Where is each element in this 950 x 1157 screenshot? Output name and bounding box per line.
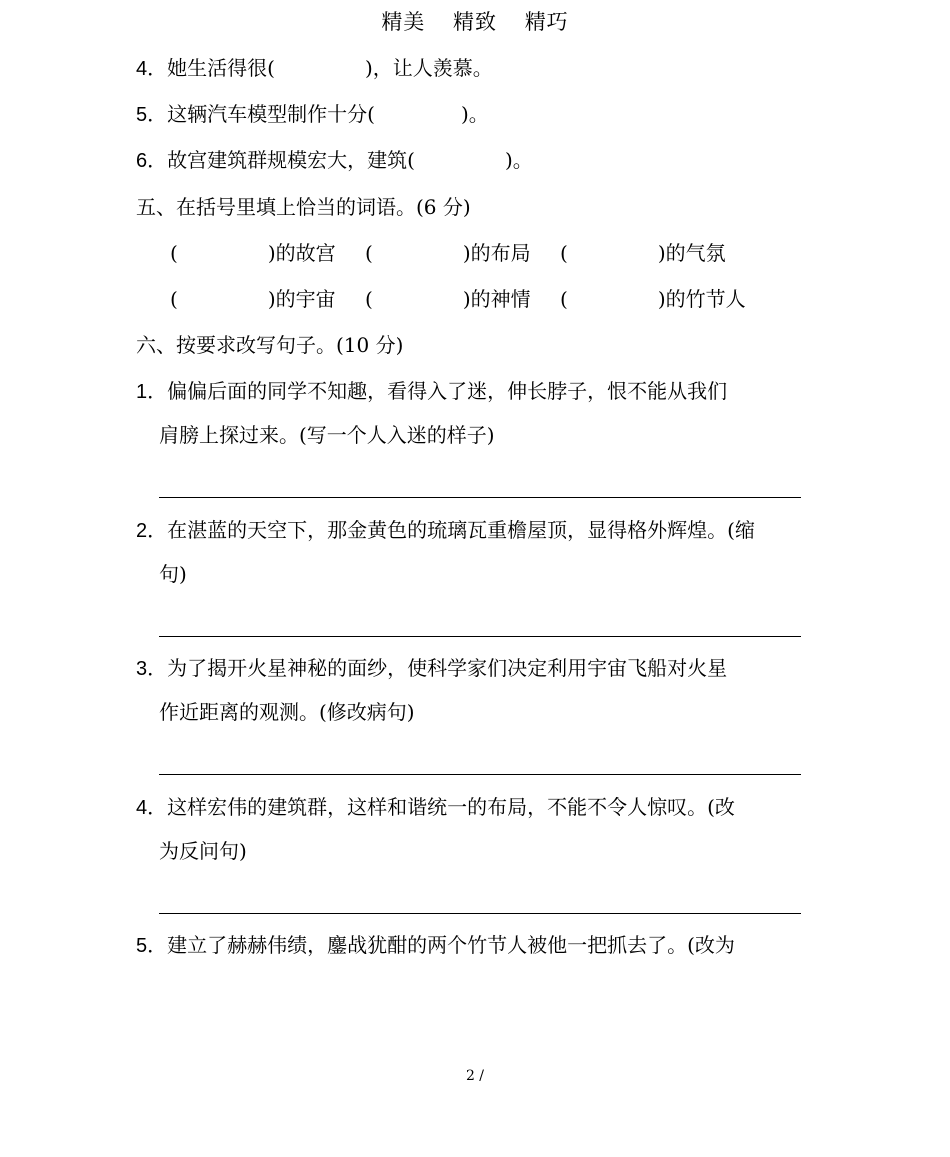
page-number: 2 / (465, 1068, 485, 1084)
rewrite-1-line-2: 肩膀上探过来。(写一个人入迷的样子) (159, 423, 495, 447)
fill-cell-suffix: 的布局 (470, 241, 531, 265)
question-5 (136, 100, 489, 129)
fill-row-2 (170, 285, 755, 313)
question-text: 建立了赫赫伟绩，鏖战犹酣的两个竹节人被他一把抓去了。(改为 (167, 933, 735, 957)
answer-line[interactable] (159, 636, 801, 637)
fill-cell[interactable]: ( )的布局 (365, 241, 531, 265)
fill-cell[interactable]: ( )的气氛 (560, 241, 726, 265)
rewrite-4-line-1 (136, 793, 735, 822)
fill-cell[interactable]: ( )的竹节人 (560, 287, 746, 311)
header-word-1: 精美 (381, 10, 426, 34)
question-text: 这样宏伟的建筑群，这样和谐统一的布局，不能不令人惊叹。(改 (167, 795, 735, 819)
question-text: 故宫建筑群规模宏大，建筑( (167, 148, 415, 172)
question-text: )。 (504, 148, 533, 172)
question-6 (136, 146, 533, 175)
question-text: 为了揭开火星神秘的面纱，使科学家们决定利用宇宙飞船对火星 (167, 656, 728, 680)
rewrite-3-line-2: 作近距离的观测。(修改病句) (159, 700, 415, 724)
fill-cell-suffix: 的竹节人 (665, 287, 746, 311)
fill-cell-suffix: 的故宫 (275, 241, 336, 265)
question-4 (136, 54, 493, 83)
header-word-2: 精致 (453, 10, 497, 34)
question-text: )，让人羡慕。 (364, 56, 493, 80)
page-header (0, 6, 950, 36)
fill-cell-suffix: 的神情 (470, 287, 531, 311)
rewrite-2-line-2: 句) (159, 562, 187, 586)
answer-line[interactable] (159, 913, 801, 914)
fill-cell-suffix: 的气氛 (665, 241, 726, 265)
answer-line[interactable] (159, 774, 801, 775)
rewrite-4-line-2: 为反问句) (159, 839, 247, 863)
question-number: 3． (136, 658, 168, 680)
question-number: 1． (136, 381, 168, 403)
question-text: )。 (460, 102, 489, 126)
rewrite-5-line-1 (136, 931, 735, 960)
fill-cell[interactable]: ( )的宇宙 (170, 287, 336, 311)
section-6-title: 六、按要求改写句子。(10 分) (136, 333, 404, 357)
question-text: 这辆汽车模型制作十分( (167, 102, 375, 126)
rewrite-3-line-1 (136, 654, 727, 683)
fill-cell[interactable]: ( )的故宫 (170, 241, 336, 265)
question-number: 4． (136, 58, 168, 80)
question-number: 2． (136, 520, 168, 542)
question-text: 在湛蓝的天空下，那金黄色的琉璃瓦重檐屋顶，显得格外辉煌。(缩 (167, 518, 755, 542)
question-text: 她生活得很( (167, 56, 275, 80)
fill-row-1 (170, 239, 755, 267)
question-number: 5． (136, 935, 168, 957)
question-number: 4． (136, 797, 168, 819)
question-number: 5． (136, 104, 168, 126)
fill-cell[interactable]: ( )的神情 (365, 287, 531, 311)
answer-line[interactable] (159, 497, 801, 498)
header-word-3: 精巧 (524, 10, 569, 34)
rewrite-2-line-1 (136, 516, 755, 545)
rewrite-1-line-1 (136, 377, 727, 406)
section-5-title: 五、在括号里填上恰当的词语。(6 分) (136, 195, 471, 219)
fill-cell-suffix: 的宇宙 (275, 287, 336, 311)
question-number: 6． (136, 150, 168, 172)
question-text: 偏偏后面的同学不知趣，看得入了迷，伸长脖子，恨不能从我们 (167, 379, 728, 403)
